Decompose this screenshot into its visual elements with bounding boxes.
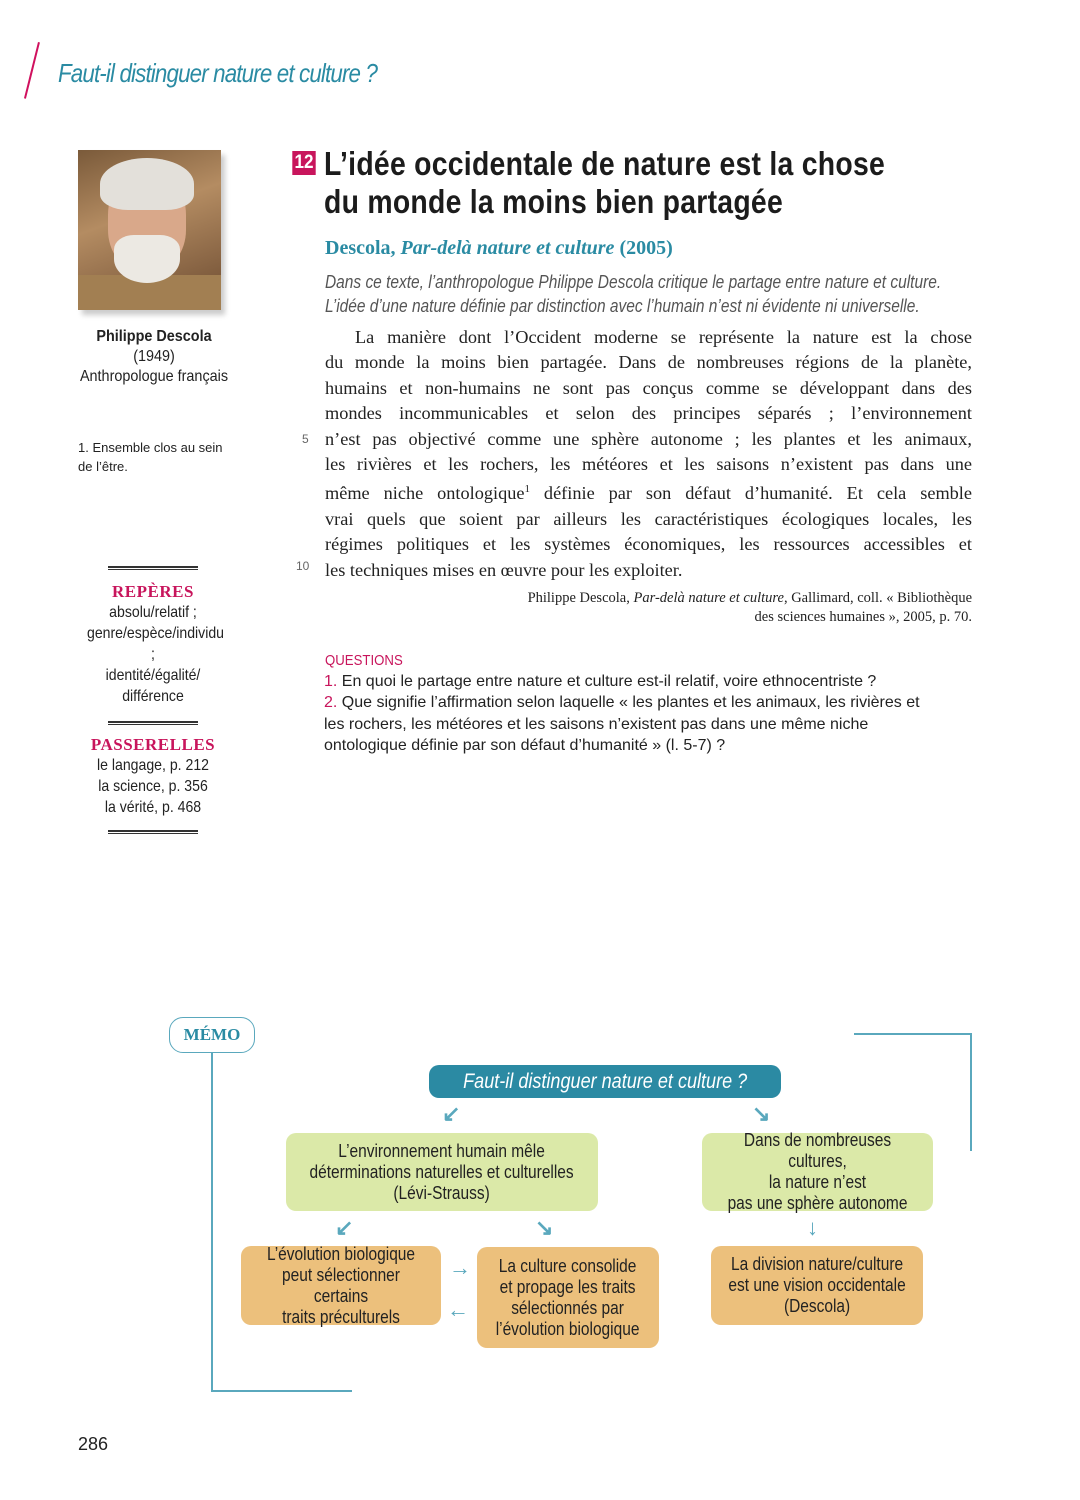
source-work: Par-delà nature et culture (400, 237, 615, 259)
ref-work: Par-delà nature et culture (633, 590, 784, 606)
memo-frame-line (854, 1033, 972, 1035)
arrow-down-right-icon: ↘ (535, 1215, 554, 1240)
body-line (325, 477, 972, 507)
question-number: 2. (324, 694, 338, 712)
memo-frame-line (211, 1390, 352, 1392)
reperes-line: genre/espèce/individu ; (87, 625, 224, 663)
intro-line: Dans ce texte, l’anthropologue Philippe Descola critique le partage entre nature et culture. (325, 272, 942, 292)
text-body (325, 325, 972, 583)
reperes-block (78, 566, 228, 834)
arrow-right-icon: → (449, 1255, 471, 1280)
passerelles-heading: PASSERELLES (90, 735, 216, 754)
body-line: du monde la moins bien partagée. Dans de nombreuses régions de la planète, (325, 352, 972, 373)
reperes-line: différence (122, 688, 184, 705)
arrow-down-left-icon: ↙ (442, 1101, 461, 1126)
line-number: 5 (302, 432, 309, 446)
box-text: Dans de nombreuses cultures, la nature n’est pas une sphère autonome (727, 1130, 908, 1213)
bibliographic-reference (420, 589, 972, 627)
text-number-badge: 12 (292, 151, 315, 175)
memo-badge: MÉMO (169, 1017, 255, 1053)
intro-line: L’idée d’une nature définie par distinction avec l’humain n’est ni évidente ni universelle. (325, 296, 920, 316)
arrow-down-right-icon: ↘ (752, 1101, 771, 1126)
body-line: humains et non-humains ne sont pas conçus comme se développant dans des (325, 377, 972, 398)
author-portrait (78, 150, 221, 310)
question-item (324, 671, 944, 692)
body-fragment: définie par son défaut d’humanité. Et cela semble (529, 483, 972, 504)
source-year: (2005) (614, 237, 673, 259)
footnote-ref[interactable]: 1 (524, 483, 530, 496)
body-line: mondes incommunicables et selon des principes séparés ; l’environnement (325, 403, 972, 424)
box-text: L’environnement humain mêle déterminations naturelles et culturelles (Lévi-Strauss) (309, 1140, 575, 1203)
arrow-left-icon: ← (447, 1297, 469, 1322)
memo-box-levi-strauss (286, 1133, 598, 1211)
chapter-title: Faut-il distinguer nature et culture ? (58, 58, 378, 88)
body-line: les rivières et les rochers, les météores et les saisons n’existent pas dans une (325, 454, 972, 475)
reperes-heading: REPÈRES (112, 582, 194, 601)
footnote: 1. Ensemble clos au sein de l’être. (78, 440, 223, 474)
box-text: L’évolution biologique peut sélectionner certains traits préculturels (266, 1243, 416, 1327)
passerelle-link[interactable]: le langage, p. 212 (97, 757, 209, 774)
line-number: 10 (296, 559, 310, 573)
body-line: n’est pas objectivé comme une sphère autonome ; les plantes et les animaux, (325, 428, 972, 449)
divider (108, 830, 198, 834)
ref-author: Philippe Descola, (527, 590, 634, 606)
questions-list (324, 671, 944, 756)
question-text: Que signifie l’affirmation selon laquelle « les plantes et les animaux, les rivières et les rochers, les météores et les saisons n’existent pas dans une même niche ontologique définie par son défaut d’humanité » (l. 5-7) ? (324, 694, 920, 754)
passerelle-link[interactable]: la vérité, p. 468 (104, 799, 202, 816)
body-line: vrai quels que soient par ailleurs les caractéristiques écologiques locales, les (325, 508, 972, 529)
questions-heading: QUESTIONS (325, 652, 403, 669)
source-author: Descola, (325, 237, 401, 259)
body-line: La manière dont l’Occident moderne se représente la nature est la chose (355, 327, 972, 347)
text-source (325, 237, 673, 260)
divider (108, 721, 198, 725)
passerelle-link[interactable]: la science, p. 356 (98, 778, 208, 795)
box-text: La culture consolide et propage les traits sélectionnés par l’évolution biologique (496, 1255, 640, 1339)
author-caption (71, 327, 237, 387)
memo-question-text: Faut-il distinguer nature et culture ? (462, 1070, 748, 1093)
author-role: Anthropologue français (79, 368, 229, 385)
box-text: La division nature/culture est une vision occidentale (Descola) (728, 1254, 906, 1316)
reperes-line: identité/égalité/ (105, 667, 201, 684)
memo-frame-line (970, 1033, 972, 1151)
body-fragment: même niche ontologique (325, 483, 525, 504)
memo-frame-line (211, 1050, 213, 1391)
author-years: (1949) (133, 348, 175, 365)
reperes-line: absolu/relatif ; (109, 604, 197, 621)
ref-detail: , Gallimard, coll. « Bibliothèque (783, 590, 972, 606)
author-name: Philippe Descola (96, 328, 212, 345)
question-item (324, 692, 944, 756)
text-title: L’idée occidentale de nature est la chose du monde la moins bien partagée (324, 145, 886, 220)
text-intro (325, 270, 961, 318)
body-line: les techniques mises en œuvre pour les exploiter. (325, 559, 683, 580)
arrow-down-icon: ↓ (807, 1215, 818, 1240)
memo-box-cultures (702, 1130, 933, 1213)
divider (108, 566, 198, 570)
arrow-down-left-icon: ↙ (335, 1215, 354, 1240)
body-line: régimes politiques et les systèmes économiques, les ressources accessibles et (325, 534, 972, 555)
memo-question (429, 1065, 781, 1098)
question-text: En quoi le partage entre nature et culture est-il relatif, voire ethnocentriste ? (337, 673, 877, 690)
header-slash-decoration (24, 42, 40, 99)
question-number: 1. (324, 673, 338, 690)
ref-detail: des sciences humaines », 2005, p. 70. (754, 609, 972, 625)
page-number: 286 (78, 1434, 109, 1454)
memo-box-culture (477, 1247, 659, 1348)
memo-box-division (711, 1246, 923, 1325)
memo-box-evolution (241, 1243, 441, 1327)
